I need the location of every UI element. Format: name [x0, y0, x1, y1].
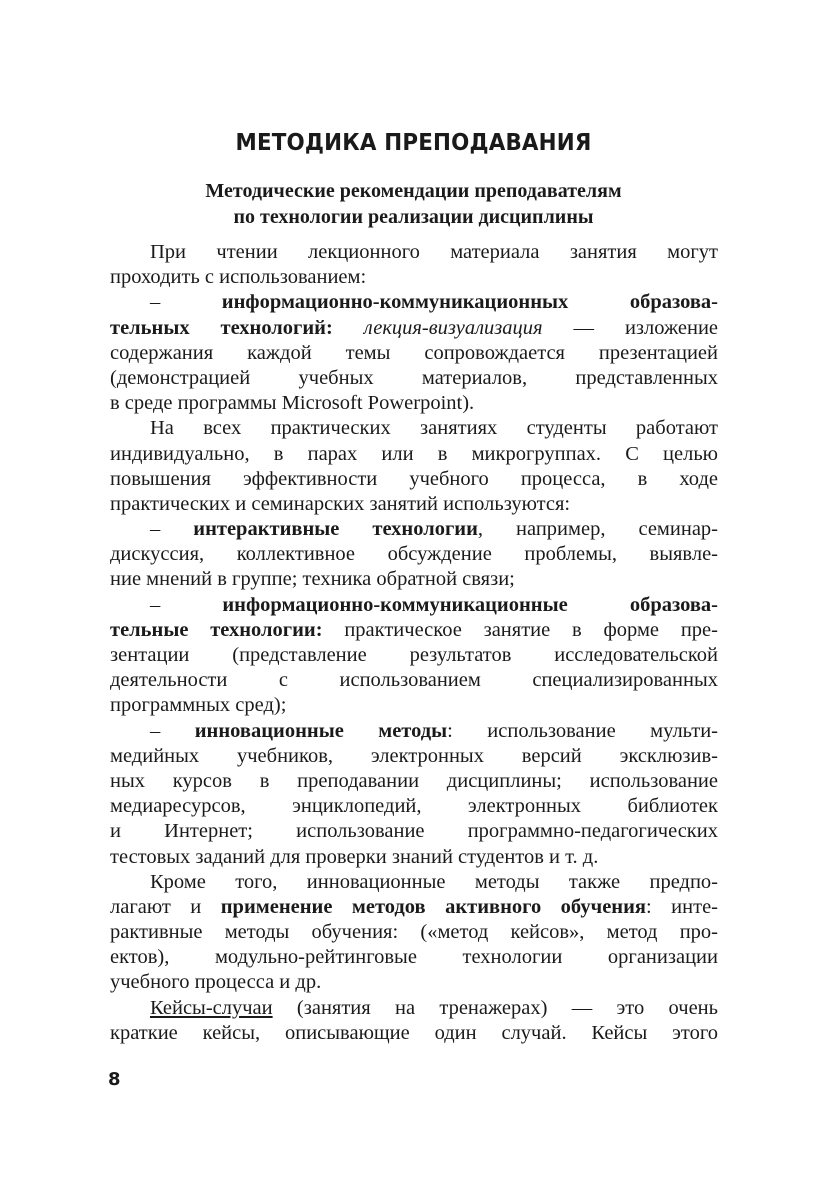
list-dash: – [150, 291, 222, 314]
subtitle-line-2: по технологии реализации дисциплины [233, 206, 594, 228]
text-line: медиаресурсов, энциклопедий, электронных библиотек [110, 795, 718, 818]
text-line: – интерактивные технологии, например, семинар- [150, 518, 719, 541]
text-line: учебного процесса и др. [110, 971, 322, 994]
text-line: тестовых заданий для проверки знаний студентов и т. д. [110, 845, 599, 868]
text-line [110, 290, 718, 315]
bold-term: применение методов активного обучения [220, 895, 647, 918]
bold-term: тельные технологии: [110, 618, 323, 641]
text-line: дискуссия, коллективное обсуждение проблемы, выявле- [110, 543, 718, 566]
section-subtitle [0, 178, 827, 230]
paragraph-6 [110, 719, 718, 870]
text-line: и Интернет; использование программно-педагогических [110, 820, 718, 843]
text-line: (демонстрацией учебных материалов, представленных [110, 366, 718, 389]
list-dash: – [150, 719, 195, 742]
bold-term: инновационные методы [194, 719, 448, 742]
text-line: Кейсы-случаи (занятия на тренажерах) — это очень [150, 996, 718, 1019]
text-line: ных курсов в преподавании дисциплины; использование [110, 769, 718, 792]
text-line: индивидуально, в парах или в микрогруппах. С целью [110, 442, 718, 465]
text-line: – инновационные методы: использование мульти- [150, 719, 719, 742]
subtitle-line-1: Методические рекомендации преподавателям [205, 180, 622, 202]
list-dash: – [150, 593, 223, 616]
text-line: ектов), модульно-рейтинговые технологии организации [110, 946, 718, 969]
paragraph-8 [110, 996, 718, 1046]
text-line: краткие кейсы, описывающие один случай. Кейсы этого [110, 1021, 718, 1044]
text-line: тельные технологии: практическое занятие в форме пре- [110, 618, 718, 641]
text-line: зентации (представление результатов исследовательской [110, 644, 718, 666]
text-line: Кроме того, инновационные методы также предпо- [150, 870, 718, 893]
text-line [110, 593, 718, 618]
text-line: На всех практических занятиях студенты работают [150, 417, 718, 440]
page-number: 8 [108, 1069, 121, 1090]
paragraph-1 [110, 240, 718, 290]
underlined-term: Кейсы-случаи [150, 996, 273, 1019]
list-dash: – [150, 518, 194, 541]
text-line: программных сред); [110, 694, 287, 717]
text-line: тельных технологий: лекция-визуализация — изложение [110, 316, 719, 339]
paragraph-5 [110, 593, 718, 719]
text-line: проходить с использованием: [110, 266, 367, 289]
bold-term: информационно-коммуникационные образова- [222, 593, 718, 616]
text-line: При чтении лекционного материала занятия могут [150, 241, 718, 263]
italic-term: лекция-визуализация [363, 316, 543, 339]
paragraph-4 [110, 517, 718, 593]
paragraph-2 [110, 290, 718, 416]
body-text [110, 240, 718, 1046]
bold-term: тельных технологий: [110, 316, 333, 339]
text-line: содержания каждой темы сопровождается презентацией [110, 341, 718, 364]
text-line: медийных учебников, электронных версий эксклюзив- [110, 744, 718, 767]
page-title: МЕТОДИКА ПРЕПОДАВАНИЯ [235, 130, 592, 156]
text-line: практических и семинарских занятий используются: [110, 492, 571, 515]
paragraph-7 [110, 870, 718, 996]
text-line: деятельности с использованием специализированных [110, 669, 718, 692]
bold-term: интерактивные технологии [193, 518, 478, 541]
text-line: ние мнений в группе; техника обратной связи; [110, 568, 515, 591]
text-line: повышения эффективности учебного процесса, в ходе [110, 467, 718, 490]
text-line: рактивные методы обучения: («метод кейсов», метод про- [110, 921, 718, 944]
text-line: лагают и применение методов активного обучения: инте- [110, 895, 718, 918]
text-line: в среде программы Microsoft Powerpoint). [110, 392, 475, 415]
paragraph-3 [110, 416, 718, 517]
bold-term: информационно-коммуникационных образова- [221, 291, 718, 314]
